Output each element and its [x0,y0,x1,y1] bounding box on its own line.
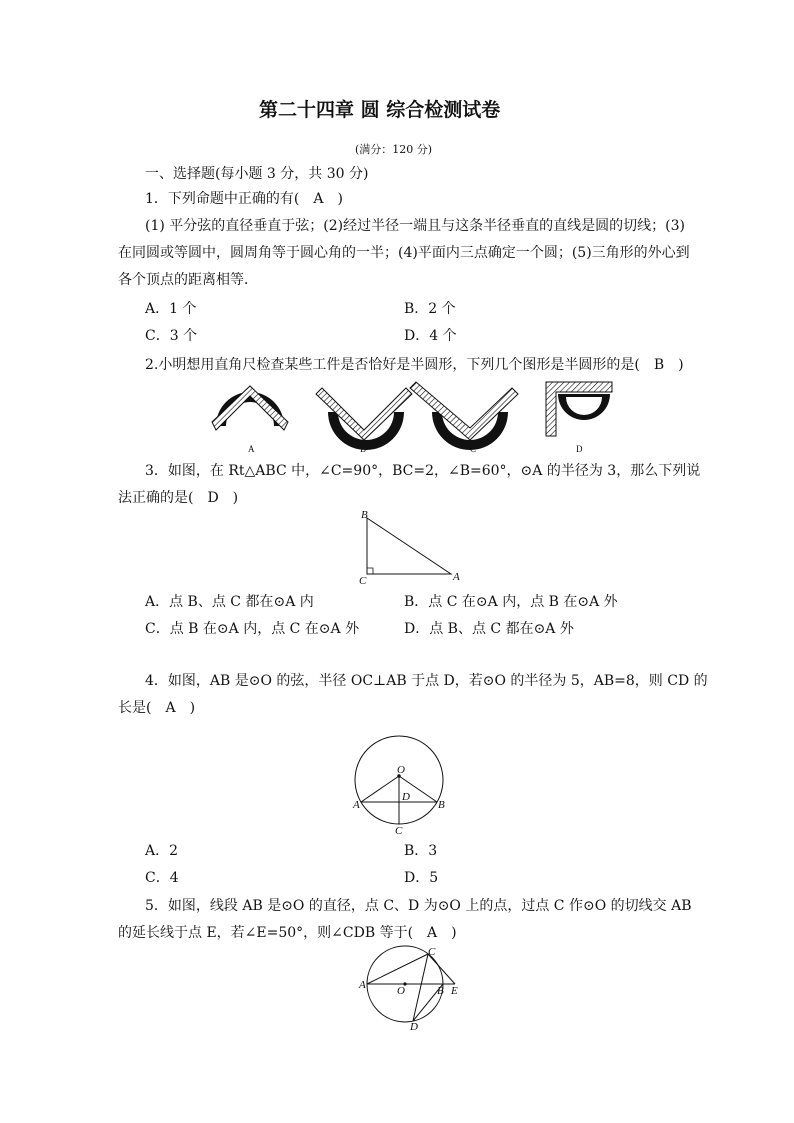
q4-label-a: A [353,799,360,811]
q3-option-a: A．点 B、点 C 都在⊙A 内 [145,594,314,610]
q3-label-c: C [359,575,367,587]
q3-option-b: B．点 C 在⊙A 内，点 B 在⊙A 外 [404,594,618,610]
q2-figure-d [546,382,612,436]
q4-option-a: A．2 [145,843,179,859]
q5-figure [355,946,470,1033]
q2-label-c: C [470,444,477,454]
q2-figure-c [410,382,518,450]
q2-stem: 2.小明想用直角尺检查某些工件是否恰好是半圆形，下列几个图形是半圆形的是( B ) [145,357,684,373]
q4-label-d: D [402,791,410,803]
q1-line: 各个顶点的距离相等． [118,272,258,288]
q3-label-a: A [453,571,460,583]
q3-option-d: D．点 B、点 C 都在⊙A 外 [404,621,574,637]
q1-option-c: C．3 个 [145,328,198,344]
q5-line: 5．如图，线段 AB 是⊙O 的直径，点 C、D 为⊙O 上的点，过点 C 作⊙O 的切线交 AB [145,898,692,914]
q2-label-a: A [248,444,255,454]
page-title: 第二十四章 圆 综合检测试卷 [259,99,501,121]
q4-option-c: C．4 [145,870,179,886]
q4-option-d: D．5 [404,870,439,886]
q5-label-d: D [410,1021,418,1033]
q1-line: 在同圆或等圆中，圆周角等于圆心角的一半；(4)平面内三点确定一个圆；(5)三角形的外心到 [118,245,690,261]
q1-option-a: A．1 个 [145,301,197,317]
q4-label-o: O [397,764,405,776]
q2-label-d: D [576,444,583,454]
q5-label-b: B [437,985,444,997]
q3-figure [355,508,475,588]
q5-line: 的延长线于点 E，若∠E=50°，则∠CDB 等于( A ) [118,925,457,941]
section-heading: 一、选择题(每小题 3 分，共 30 分) [145,166,369,182]
q3-line: 法正确的是( D ) [118,490,239,506]
q5-label-e: E [451,985,458,997]
q2-figure-a [212,386,288,430]
q2-figure-b [316,388,412,450]
q3-line: 3．如图，在 Rt△ABC 中，∠C=90°，BC=2，∠B=60°，⊙A 的半径为 3，那么下列说 [145,463,701,479]
q4-line: 长是( A ) [118,700,196,716]
q3-option-c: C．点 B 在⊙A 内，点 C 在⊙A 外 [145,621,360,637]
q1-line: (1) 平分弦的直径垂直于弦；(2)经过半径一端且与这条半径垂直的直线是圆的切线；(3) [145,218,685,234]
q2-label-b: B [360,444,367,454]
q3-label-b: B [361,509,368,521]
q1-option-d: D．4 个 [404,328,457,344]
q4-line: 4．如图，AB 是⊙O 的弦，半径 OC⊥AB 于点 D，若⊙O 的半径为 5，AB=8，则 CD 的 [145,673,708,689]
q1-stem: 1．下列命题中正确的有( A ) [145,191,343,207]
q5-label-o: O [397,985,405,997]
q4-label-b: B [438,799,445,811]
q4-figure [345,730,455,838]
q4-option-b: B．3 [404,843,438,859]
q1-option-b: B．2 个 [404,301,456,317]
score-note: (满分：120 分) [355,143,433,156]
q5-label-c: C [428,946,436,958]
q5-label-a: A [359,979,366,991]
q2-figures [200,378,620,458]
q4-label-c: C [395,825,403,837]
